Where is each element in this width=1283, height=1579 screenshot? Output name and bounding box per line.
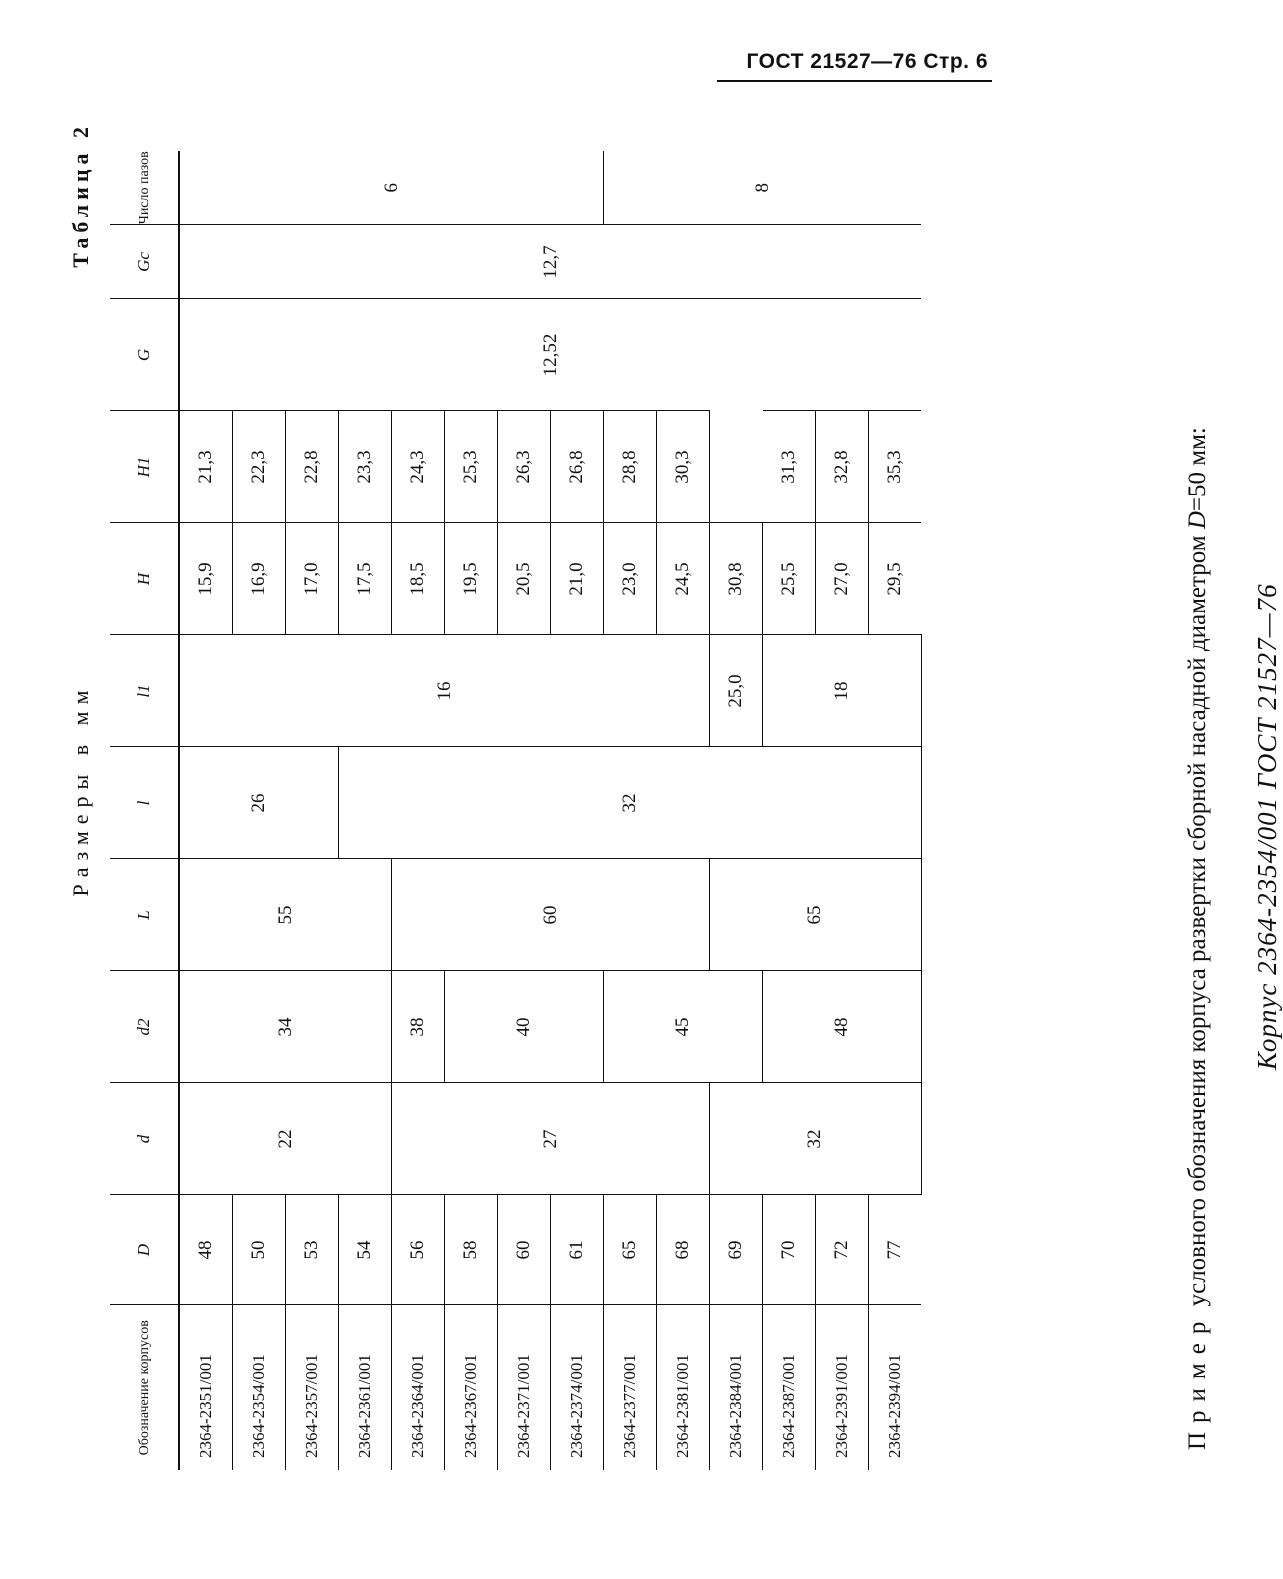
H1-cell: 22,8 [286, 411, 339, 523]
D-cell: 68 [657, 1195, 710, 1305]
designation-cell: 2364-2381/001 [657, 1305, 710, 1470]
L-cell: 65 [710, 859, 922, 971]
D-cell: 69 [710, 1195, 763, 1305]
H1-cell: 28,8 [604, 411, 657, 523]
H1-cell: 32,8 [816, 411, 869, 523]
H-cell: 25,5 [763, 523, 816, 635]
table-row [179, 151, 233, 1470]
L-cell: 60 [392, 859, 710, 971]
H1-cell: 35,3 [869, 411, 922, 523]
d2-cell: 40 [445, 971, 604, 1083]
col-header-d: d [110, 1083, 179, 1195]
designation-cell: 2364-2394/001 [869, 1305, 922, 1470]
l-cell: 32 [339, 747, 922, 859]
grooves-cell: 6 [179, 151, 604, 225]
l-cell: 26 [179, 747, 339, 859]
designation-cell: 2364-2357/001 [286, 1305, 339, 1470]
grooves-cell: 8 [751, 183, 773, 193]
col-header-grooves: Число пазов [110, 151, 179, 225]
designation-cell: 2364-2364/001 [392, 1305, 445, 1470]
d-cell: 22 [179, 1083, 392, 1195]
D-cell: 56 [392, 1195, 445, 1305]
H1-cell: 26,8 [551, 411, 604, 523]
designation-cell: 2364-2371/001 [498, 1305, 551, 1470]
l1-cell: 16 [179, 635, 710, 747]
H-cell: 21,0 [551, 523, 604, 635]
l1-cell: 18 [763, 635, 922, 747]
Gc-cell: 12,7 [179, 225, 921, 299]
H-cell: 19,5 [445, 523, 498, 635]
H-cell: 17,0 [286, 523, 339, 635]
D-cell: 53 [286, 1195, 339, 1305]
dimensions-table [110, 151, 922, 1470]
d-cell: 32 [710, 1083, 922, 1195]
H1-cell: 30,3 [657, 411, 710, 523]
L-cell: 55 [179, 859, 392, 971]
H-cell: 20,5 [498, 523, 551, 635]
d2-cell: 34 [179, 971, 392, 1083]
D-cell: 65 [604, 1195, 657, 1305]
col-header-L: L [110, 859, 179, 971]
designation-cell: 2364-2391/001 [816, 1305, 869, 1470]
D-cell: 60 [498, 1195, 551, 1305]
H-cell: 27,0 [816, 523, 869, 635]
H1-cell: 26,3 [498, 411, 551, 523]
G-cell: 12,52 [179, 299, 921, 411]
d2-cell: 48 [763, 971, 922, 1083]
H-cell: 18,5 [392, 523, 445, 635]
D-cell: 77 [869, 1195, 922, 1305]
H-cell: 17,5 [339, 523, 392, 635]
col-header-designation: Обозначение корпусов [110, 1305, 179, 1470]
designation-cell: 2364-2361/001 [339, 1305, 392, 1470]
H1-cell: 21,3 [179, 411, 233, 523]
designation-cell: 2364-2374/001 [551, 1305, 604, 1470]
page-header-text: ГОСТ 21527—76 Стр. 6 [746, 50, 988, 73]
D-cell: 58 [445, 1195, 498, 1305]
H1-cell: 23,3 [339, 411, 392, 523]
designation-cell: 2364-2387/001 [763, 1305, 816, 1470]
d2-cell: 45 [604, 971, 763, 1083]
col-header-Gc: Gc [110, 225, 179, 299]
D-cell: 48 [179, 1195, 233, 1305]
H1-cell: 22,3 [233, 411, 286, 523]
designation-cell: 2364-2354/001 [233, 1305, 286, 1470]
example-formula: Корпус 2364-2354/001 ГОСТ 21527—76 [1252, 583, 1282, 1070]
H-cell: 25,0 [710, 635, 763, 747]
rotated-page-content [68, 10, 1282, 1470]
designation-example [1180, 110, 1216, 1450]
col-header-D: D [110, 1195, 179, 1305]
example-text: условного обозначения корпуса развертки сборной насадной диаметром [1184, 535, 1211, 1307]
col-header-d2: d2 [110, 971, 179, 1083]
designation-cell: 2364-2384/001 [710, 1305, 763, 1470]
col-header-l: l [110, 747, 179, 859]
col-header-H1: H1 [110, 411, 179, 523]
H1-cell: 30,8 [710, 523, 763, 635]
table-header-row [110, 151, 179, 1470]
H-cell: 15,9 [179, 523, 233, 635]
H-cell: 24,5 [657, 523, 710, 635]
col-header-H: H [110, 523, 179, 635]
designation-cell: 2364-2367/001 [445, 1305, 498, 1470]
col-header-l1: l1 [110, 635, 179, 747]
H-cell: 16,9 [233, 523, 286, 635]
D-cell: 70 [763, 1195, 816, 1305]
d-cell: 27 [392, 1083, 710, 1195]
H1-cell: 24,3 [392, 411, 445, 523]
D-cell: 50 [233, 1195, 286, 1305]
D-cell: 54 [339, 1195, 392, 1305]
D-cell: 61 [551, 1195, 604, 1305]
example-variable: D [1184, 511, 1211, 530]
d2-cell: 38 [392, 971, 445, 1083]
H1-cell: 25,3 [445, 411, 498, 523]
col-header-G: G [110, 299, 179, 411]
designation-cell: 2364-2377/001 [604, 1305, 657, 1470]
designation-cell: 2364-2351/001 [179, 1305, 233, 1470]
H1-cell: 31,3 [763, 411, 816, 523]
sizes-caption: Размеры в мм [68, 683, 93, 897]
example-lead: Пример [1184, 1312, 1211, 1450]
H-cell: 23,0 [604, 523, 657, 635]
D-cell: 72 [816, 1195, 869, 1305]
H-cell: 29,5 [869, 523, 922, 635]
table-caption: Таблица 2 [68, 122, 93, 268]
example-value: =50 мм: [1184, 427, 1211, 512]
